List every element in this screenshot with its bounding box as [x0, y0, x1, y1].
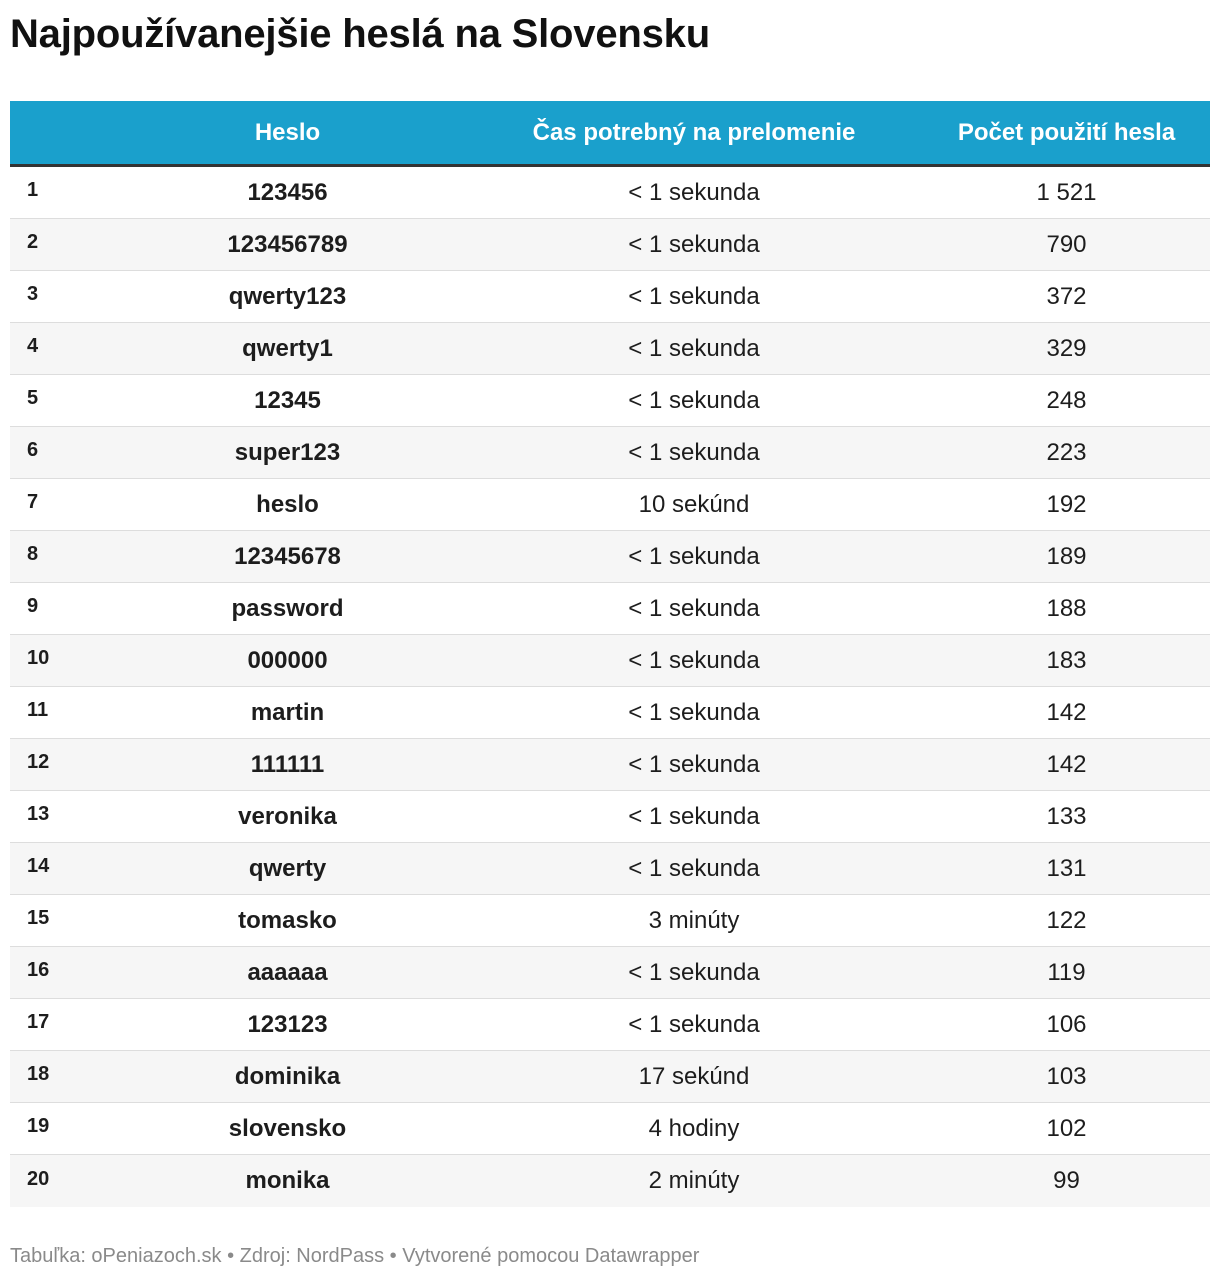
- password-cell: slovensko: [228, 1114, 347, 1142]
- usage-count-cell: 223: [1046, 438, 1087, 466]
- crack-time-cell: < 1 sekunda: [628, 958, 760, 986]
- usage-count-cell: 106: [1046, 1010, 1087, 1038]
- rank-cell: 11: [27, 699, 49, 721]
- source-footer: Tabuľka: oPeniazoch.sk • Zdroj: NordPass • Vytvorené pomocou Datawrapper: [10, 1245, 700, 1267]
- usage-count-cell: 790: [1046, 230, 1087, 258]
- rank-cell: 10: [27, 647, 50, 669]
- crack-time-cell: < 1 sekunda: [628, 646, 760, 674]
- table-row: [10, 1103, 1210, 1155]
- crack-time-cell: < 1 sekunda: [628, 698, 760, 726]
- password-cell: 12345678: [234, 542, 341, 570]
- usage-count-cell: 188: [1046, 594, 1087, 622]
- password-cell: qwerty: [248, 854, 327, 882]
- password-cell: aaaaaa: [247, 958, 328, 986]
- table-row: [10, 999, 1210, 1051]
- password-cell: veronika: [238, 802, 337, 830]
- table-header: [10, 101, 1210, 167]
- rank-cell: 19: [27, 1115, 50, 1137]
- crack-time-cell: < 1 sekunda: [628, 386, 760, 414]
- table-row: [10, 375, 1210, 427]
- rank-cell: 20: [27, 1167, 50, 1190]
- usage-count-cell: 1 521: [1036, 178, 1097, 206]
- table-row: [10, 843, 1210, 895]
- password-cell: 111111: [250, 750, 325, 778]
- password-cell: monika: [245, 1167, 330, 1194]
- table-row: [10, 1051, 1210, 1103]
- header-password: Heslo: [254, 118, 321, 146]
- usage-count-cell: 372: [1046, 282, 1087, 310]
- table-row: [10, 687, 1210, 739]
- usage-count-cell: 248: [1046, 386, 1087, 414]
- crack-time-cell: < 1 sekunda: [628, 178, 760, 206]
- rank-cell: 2: [27, 231, 39, 253]
- crack-time-cell: < 1 sekunda: [628, 854, 760, 882]
- table-row: [10, 271, 1210, 323]
- crack-time-cell: < 1 sekunda: [628, 542, 760, 570]
- usage-count-cell: 103: [1046, 1062, 1087, 1090]
- table-row: [10, 219, 1210, 271]
- crack-time-cell: < 1 sekunda: [628, 334, 760, 362]
- crack-time-cell: < 1 sekunda: [628, 594, 760, 622]
- rank-cell: 6: [27, 439, 39, 461]
- table-row: [10, 583, 1210, 635]
- usage-count-cell: 133: [1046, 802, 1087, 830]
- rank-cell: 4: [27, 335, 39, 357]
- usage-count-cell: 183: [1046, 646, 1087, 674]
- header-rank: [10, 101, 110, 164]
- rank-cell: 12: [27, 751, 50, 773]
- usage-count-cell: 192: [1046, 490, 1087, 518]
- crack-time-cell: < 1 sekunda: [628, 230, 760, 258]
- rank-cell: 1: [27, 179, 39, 201]
- password-cell: qwerty123: [228, 282, 347, 310]
- crack-time-cell: < 1 sekunda: [628, 802, 760, 830]
- rank-cell: 8: [27, 543, 39, 565]
- usage-count-cell: 119: [1047, 958, 1086, 986]
- table-row: [10, 895, 1210, 947]
- password-cell: super123: [234, 438, 341, 466]
- password-cell: 123456: [247, 178, 328, 206]
- password-cell: heslo: [256, 490, 319, 518]
- table-row: [10, 947, 1210, 999]
- usage-count-cell: 189: [1046, 542, 1087, 570]
- usage-count-cell: 142: [1046, 750, 1087, 778]
- header-usage-count: Počet použití hesla: [957, 118, 1176, 146]
- crack-time-cell: 4 hodiny: [648, 1114, 740, 1142]
- table-row: [10, 323, 1210, 375]
- password-cell: 123123: [247, 1010, 328, 1038]
- rank-cell: 17: [27, 1011, 50, 1033]
- table-row: [10, 167, 1210, 219]
- password-cell: 000000: [247, 646, 328, 674]
- password-cell: qwerty1: [242, 334, 333, 362]
- header-crack-time: Čas potrebný na prelomenie: [532, 118, 856, 146]
- usage-count-cell: 102: [1046, 1114, 1087, 1142]
- table-row: [10, 479, 1210, 531]
- rank-cell: 15: [27, 907, 50, 929]
- password-cell: martin: [250, 698, 325, 726]
- table-row: [10, 791, 1210, 843]
- table-row: [10, 427, 1210, 479]
- table-body: [10, 167, 1210, 1207]
- password-cell: password: [231, 594, 344, 622]
- crack-time-cell: 10 sekúnd: [638, 490, 750, 518]
- password-cell: dominika: [234, 1062, 341, 1090]
- crack-time-cell: 3 minúty: [648, 906, 740, 934]
- crack-time-cell: < 1 sekunda: [628, 1010, 760, 1038]
- rank-cell: 5: [27, 387, 39, 409]
- passwords-table: [10, 101, 1210, 1207]
- rank-cell: 18: [27, 1063, 50, 1085]
- rank-cell: 9: [27, 595, 39, 617]
- crack-time-cell: 17 sekúnd: [638, 1062, 750, 1090]
- table-row: [10, 1155, 1210, 1207]
- crack-time-cell: 2 minúty: [648, 1167, 740, 1194]
- rank-cell: 7: [27, 491, 39, 513]
- rank-cell: 3: [27, 283, 39, 305]
- table-row: [10, 739, 1210, 791]
- password-cell: 12345: [254, 386, 321, 414]
- page-title: Najpoužívanejšie heslá na Slovensku: [10, 12, 710, 56]
- usage-count-cell: 99: [1053, 1167, 1080, 1194]
- password-cell: 123456789: [227, 230, 348, 258]
- rank-cell: 14: [27, 855, 50, 877]
- table-row: [10, 531, 1210, 583]
- rank-cell: 13: [27, 803, 50, 825]
- usage-count-cell: 131: [1046, 854, 1087, 882]
- crack-time-cell: < 1 sekunda: [628, 282, 760, 310]
- table-row: [10, 635, 1210, 687]
- rank-cell: 16: [27, 959, 50, 981]
- crack-time-cell: < 1 sekunda: [628, 750, 760, 778]
- password-cell: tomasko: [238, 906, 337, 934]
- crack-time-cell: < 1 sekunda: [628, 438, 760, 466]
- usage-count-cell: 122: [1046, 906, 1087, 934]
- usage-count-cell: 329: [1046, 334, 1087, 362]
- usage-count-cell: 142: [1046, 698, 1087, 726]
